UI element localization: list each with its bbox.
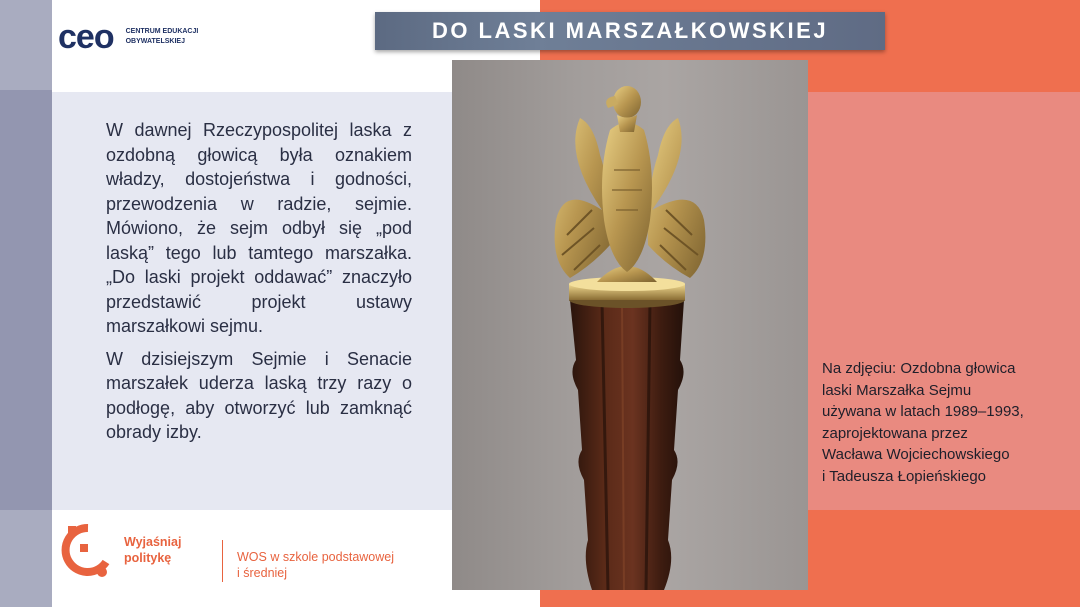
wyjasniaj-polityke-brand: [58, 522, 181, 578]
brand-line-1: Wyjaśniaj: [124, 535, 182, 549]
program-text: [237, 549, 394, 581]
slide-title-bar: [375, 12, 885, 50]
caption-line-6: i Tadeusza Łopieńskiego: [822, 467, 987, 485]
caption-line-3: używana w latach 1989–1993,: [822, 403, 1024, 420]
body-paragraph-2: W dzisiejszym Sejmie i Senacie marszałek uderza laską trzy razy o podłogę, aby otworzyć lub zamknąć obrady izby.: [106, 348, 412, 442]
slide-title: DO LASKI MARSZAŁKOWSKIEJ: [431, 18, 829, 43]
brand-line-2: politykę: [124, 551, 172, 565]
photo-caption: [822, 358, 1068, 487]
brand-text: [124, 534, 181, 566]
left-stripe-middle: [0, 90, 52, 510]
eagle-mace-photo-illustration: [452, 60, 808, 590]
body-paragraph-1: W dawnej Rzeczypospolitej laska z ozdobną głowicą była oznakiem władzy, dostojeństwa i godności, przewodzenia w radzie, sejmie. Mówiono, że sejm odbył się „pod laską” tego lub tamtego marszałka. „Do laski projekt oddawać” znaczyło przedstawić projekt ustawy marszałkowi sejmu.: [106, 120, 412, 336]
caption-line-4: zaprojektowana przez: [822, 424, 968, 442]
ceo-logo: [58, 18, 226, 56]
caption-line-5: Wacława Wojciechowskiego: [822, 446, 1010, 463]
wyjasniaj-polityke-logo-icon: [58, 522, 112, 578]
body-text: [106, 118, 412, 453]
caption-line-2: laski Marszałka Sejmu: [822, 381, 972, 399]
eagle-mace-head-photo: [452, 60, 808, 590]
ceo-logo-subtitle: [126, 27, 226, 47]
ceo-logo-subtitle-line1: CENTRUM EDUKACJI: [125, 28, 199, 35]
left-stripe: [0, 0, 52, 607]
ceo-logo-subtitle-line2: OBYWATELSKIEJ: [125, 38, 185, 45]
program-line-1: WOS w szkole podstawowej: [237, 550, 395, 564]
ceo-logo-mark: ceo: [58, 18, 114, 56]
caption-line-1: Na zdjęciu: Ozdobna głowica: [822, 360, 1016, 377]
program-line-2: i średniej: [237, 566, 288, 580]
footer-divider: [222, 540, 223, 582]
